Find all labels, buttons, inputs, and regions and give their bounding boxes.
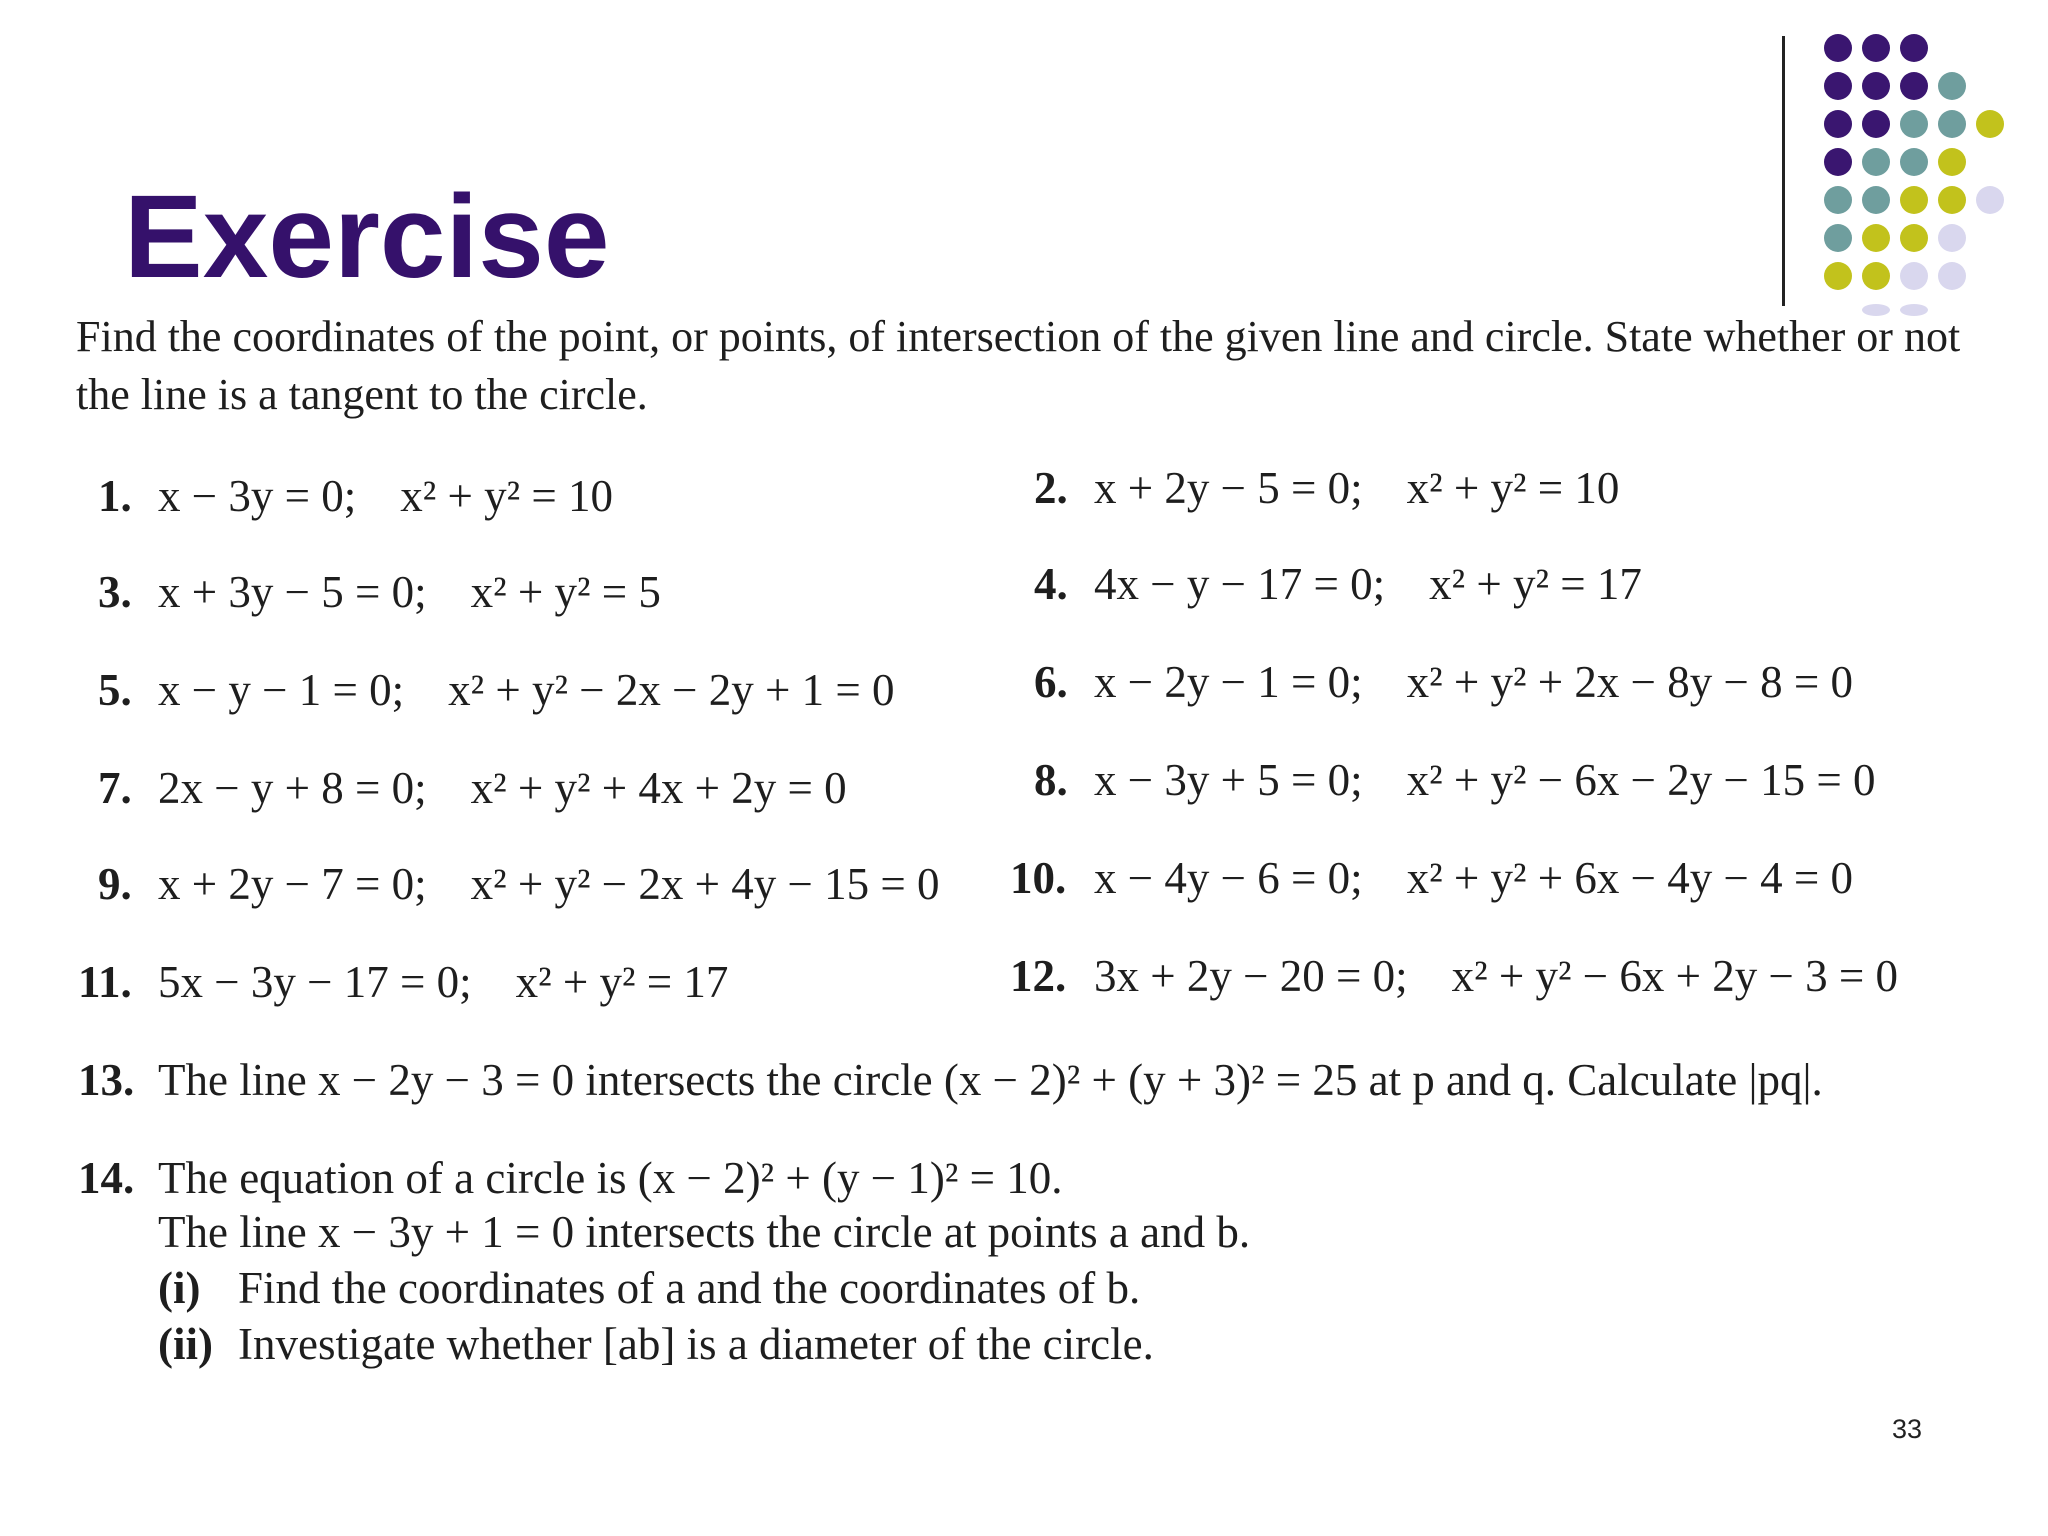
decorative-dot (1938, 262, 1966, 290)
decorative-dot (1824, 262, 1852, 290)
circle-equation: x² + y² + 6x − 4y − 4 = 0 (1406, 853, 1854, 903)
problem-2 (1034, 462, 1619, 514)
circle-equation: x² + y² = 17 (1429, 559, 1642, 609)
problem-14-part-i (158, 1262, 1140, 1314)
decorative-dot (1824, 110, 1852, 138)
circle-equation: x² + y² − 2x − 2y + 1 = 0 (448, 665, 895, 715)
decorative-dot (1862, 110, 1890, 138)
line-equation: 5x − 3y − 17 = 0; (158, 957, 472, 1007)
decorative-dot (1862, 224, 1890, 252)
decorative-dot (1862, 72, 1890, 100)
problem-number: 14. (78, 1153, 135, 1203)
circle-equation: x² + y² − 2x + 4y − 15 = 0 (470, 859, 940, 909)
decorative-dot (1900, 186, 1928, 214)
decorative-dot (1862, 186, 1890, 214)
problem-14 (78, 1152, 1062, 1204)
problem-1 (98, 470, 613, 522)
decorative-dot (1824, 72, 1852, 100)
line-equation: 4x − y − 17 = 0; (1094, 559, 1386, 609)
problem-number: 6. (1034, 657, 1068, 707)
problem-10 (1010, 852, 1853, 904)
decorative-dot (1938, 72, 1966, 100)
decorative-dot (1824, 148, 1852, 176)
problem-number: 8. (1034, 755, 1068, 805)
circle-equation: x² + y² + 4x + 2y = 0 (470, 763, 847, 813)
part-label: (i) (158, 1263, 201, 1313)
problem-number: 13. (78, 1055, 135, 1105)
decorative-dot (1862, 262, 1890, 290)
slide-number: 33 (1892, 1414, 1923, 1444)
decorative-dot (1900, 148, 1928, 176)
problem-text: The line x − 2y − 3 = 0 intersects the circle (x − 2)² + (y + 3)² = 25 at p and q. Calculate |pq|. (158, 1055, 1823, 1105)
problem-13 (78, 1054, 1823, 1106)
slide-title: Exercise (124, 171, 610, 303)
line-equation: x + 2y − 5 = 0; (1094, 463, 1363, 513)
decorative-dot (1824, 186, 1852, 214)
decorative-dot (1976, 186, 2004, 214)
problem-6 (1034, 656, 1853, 708)
problem-11 (78, 956, 728, 1008)
line-equation: x − 3y = 0; (158, 471, 357, 521)
problem-number: 5. (98, 665, 132, 715)
decorative-dot (1976, 110, 2004, 138)
problem-12 (1010, 950, 1898, 1002)
problem-number: 11. (78, 957, 132, 1007)
problem-number: 1. (98, 471, 132, 521)
problem-14-part-ii (158, 1318, 1154, 1370)
instructions-text: Find the coordinates of the point, or points, of intersection of the given line and circle. State whether or not the line is a tangent to the circle. (76, 312, 1961, 419)
line-equation: x − y − 1 = 0; (158, 665, 405, 715)
problem-3 (98, 566, 661, 618)
problem-4 (1034, 558, 1642, 610)
problem-number: 2. (1034, 463, 1068, 513)
problem-number: 4. (1034, 559, 1068, 609)
problem-number: 10. (1010, 853, 1067, 903)
problem-5 (98, 664, 895, 716)
divider-line (1782, 36, 1785, 306)
decorative-dot (1824, 224, 1852, 252)
problem-8 (1034, 754, 1876, 806)
line-equation: x − 3y + 5 = 0; (1094, 755, 1363, 805)
part-label: (ii) (158, 1319, 213, 1369)
circle-equation: x² + y² + 2x − 8y − 8 = 0 (1406, 657, 1854, 707)
circle-equation: x² + y² = 10 (1406, 463, 1620, 513)
decorative-dot (1862, 148, 1890, 176)
problem-9 (98, 858, 940, 910)
decorative-dot (1900, 224, 1928, 252)
problem-number: 7. (98, 763, 132, 813)
circle-equation: x² + y² = 10 (400, 471, 614, 521)
problem-7 (98, 762, 847, 814)
decorative-dot (1938, 148, 1966, 176)
problem-14-line-2: The line x − 3y + 1 = 0 intersects the circle at points a and b. (158, 1207, 1251, 1257)
decorative-dot (1862, 34, 1890, 62)
decorative-dot (1938, 186, 1966, 214)
decorative-dot (1900, 262, 1928, 290)
decorative-dot (1900, 72, 1928, 100)
part-text: Find the coordinates of a and the coordinates of b. (238, 1263, 1141, 1313)
problem-number: 12. (1010, 951, 1067, 1001)
part-text: Investigate whether [ab] is a diameter of the circle. (238, 1319, 1154, 1369)
decorative-dot (1900, 110, 1928, 138)
decorative-dot (1938, 110, 1966, 138)
line-equation: x + 2y − 7 = 0; (158, 859, 427, 909)
circle-equation: x² + y² − 6x − 2y − 15 = 0 (1406, 755, 1876, 805)
circle-equation: x² + y² − 6x + 2y − 3 = 0 (1451, 951, 1899, 1001)
problem-number: 9. (98, 859, 132, 909)
circle-equation: x² + y² = 5 (470, 567, 661, 617)
line-equation: 2x − y + 8 = 0; (158, 763, 427, 813)
line-equation: x − 2y − 1 = 0; (1094, 657, 1363, 707)
line-equation: 3x + 2y − 20 = 0; (1094, 951, 1408, 1001)
line-equation: x + 3y − 5 = 0; (158, 567, 427, 617)
decorative-dot (1824, 34, 1852, 62)
decorative-dot (1938, 224, 1966, 252)
problem-text: The equation of a circle is (x − 2)² + (y − 1)² = 10. (158, 1153, 1063, 1203)
circle-equation: x² + y² = 17 (515, 957, 729, 1007)
line-equation: x − 4y − 6 = 0; (1094, 853, 1363, 903)
problem-number: 3. (98, 567, 132, 617)
decorative-dot (1900, 34, 1928, 62)
